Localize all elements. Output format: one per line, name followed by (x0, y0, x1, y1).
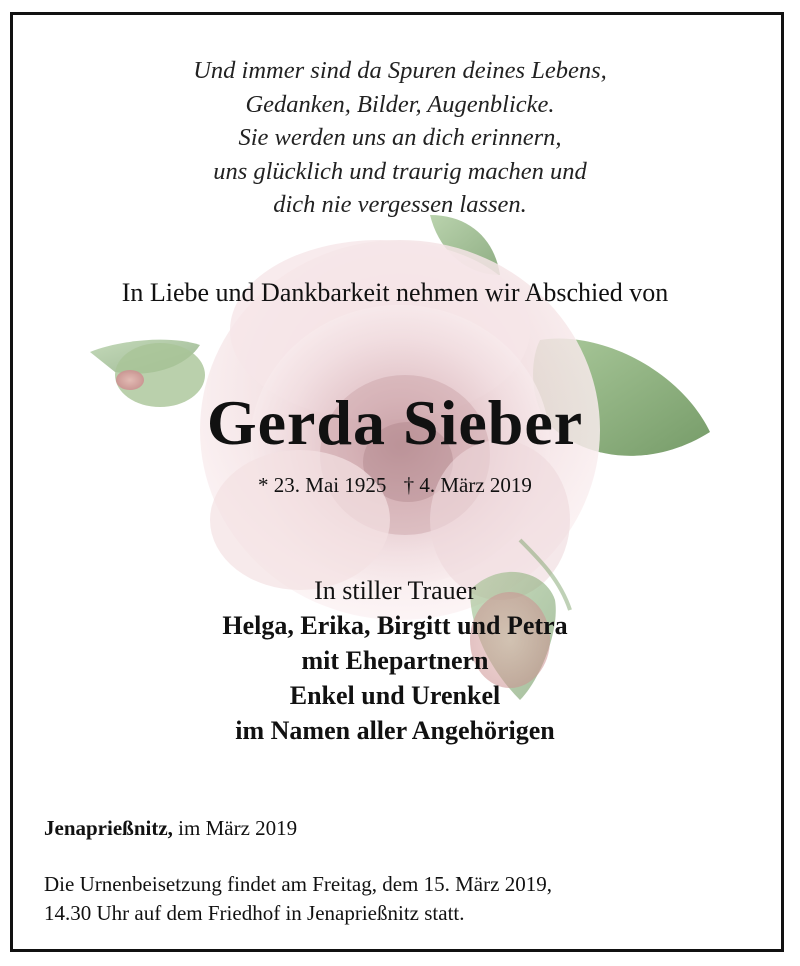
mourner-line: Enkel und Urenkel (289, 681, 501, 710)
deceased-name: Gerda Sieber (206, 387, 584, 458)
burial-line: Die Urnenbeisetzung findet am Freitag, dem 15. März 2019, (44, 872, 552, 896)
date: im März 2019 (172, 816, 298, 840)
place-date (44, 816, 297, 841)
poem-line: Sie werden uns an dich erinnern, (238, 124, 562, 151)
death-date: † 4. März 2019 (403, 473, 532, 497)
poem (0, 54, 800, 222)
mourners (0, 573, 790, 748)
burial-info (44, 870, 552, 928)
birth-date: * 23. Mai 1925 (258, 473, 387, 497)
poem-line: Gedanken, Bilder, Augenblicke. (245, 90, 555, 118)
mourner-line: mit Ehepartnern (301, 646, 489, 675)
mourner-line: Helga, Erika, Birgitt und Petra (222, 611, 568, 640)
farewell-intro: In Liebe und Dankbarkeit nehmen wir Abschied von (121, 278, 669, 307)
life-dates (0, 473, 790, 498)
poem-line: dich nie vergessen lassen. (273, 191, 527, 218)
poem-line: uns glücklich und traurig machen und (213, 157, 587, 185)
mourner-line: im Namen aller Angehörigen (235, 716, 555, 745)
burial-line: 14.30 Uhr auf dem Friedhof in Jenaprießnitz statt. (44, 901, 465, 925)
place: Jenaprießnitz, (44, 816, 173, 840)
mourners-heading: In stiller Trauer (314, 576, 476, 605)
poem-line: Und immer sind da Spuren deines Lebens, (193, 57, 607, 84)
